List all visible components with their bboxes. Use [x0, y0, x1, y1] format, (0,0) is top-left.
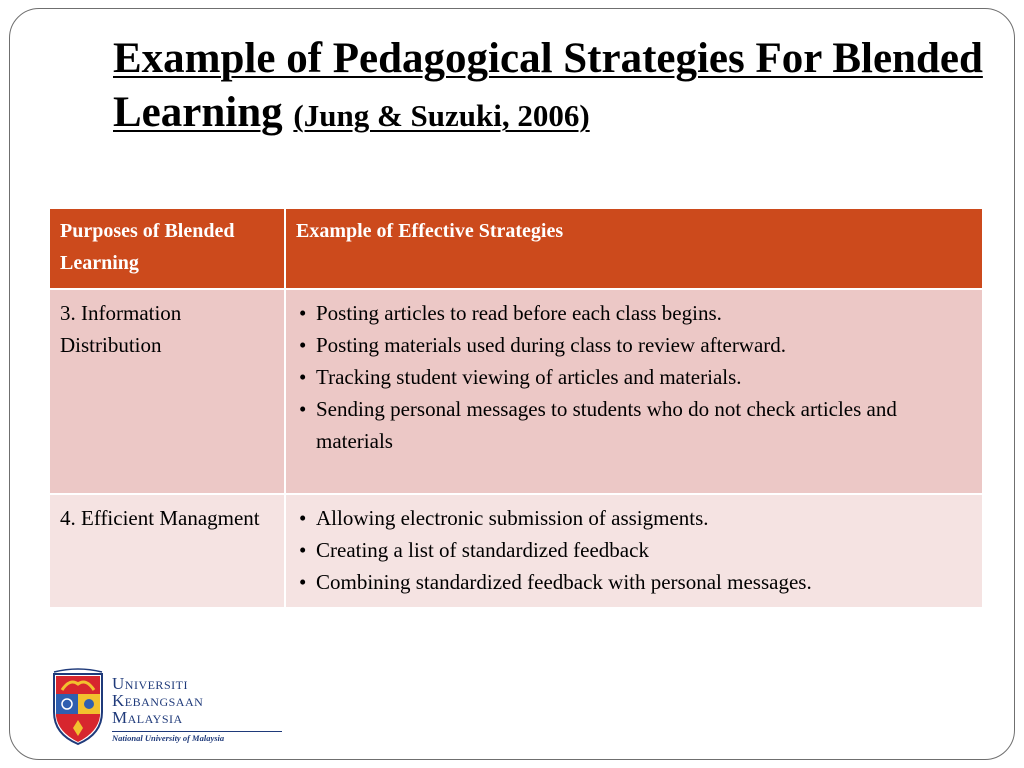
- strategy-item: • Tracking student viewing of articles and materials.: [296, 361, 972, 393]
- title-main: Example of Pedagogical Strategies For Blended Learning: [113, 35, 983, 136]
- strategy-item: • Posting materials used during class to review afterward.: [296, 329, 972, 361]
- university-crest-icon: [50, 668, 106, 746]
- header-strategies: Example of Effective Strategies: [285, 208, 983, 289]
- strategies-cell: [285, 494, 983, 608]
- logo-line-2: Kebangsaan: [112, 691, 204, 710]
- slide-title: [113, 32, 993, 143]
- strategy-list: [296, 502, 972, 598]
- purpose-cell: 4. Efficient Managment: [49, 494, 285, 608]
- strategy-item: • Combining standardized feedback with personal messages.: [296, 566, 972, 598]
- header-purposes: Purposes of Blended Learning: [49, 208, 285, 289]
- purpose-cell: 3. Information Distribution: [49, 289, 285, 494]
- strategy-list: [296, 297, 972, 457]
- logo-wordmark: [112, 675, 203, 726]
- table-row: [49, 289, 983, 494]
- strategy-item: • Allowing electronic submission of assigments.: [296, 502, 972, 534]
- table-row: [49, 494, 983, 608]
- strategies-cell: [285, 289, 983, 494]
- table-header-row: [49, 208, 983, 289]
- logo-line-1: Universiti: [112, 674, 188, 693]
- strategy-item: • Posting articles to read before each class begins.: [296, 297, 972, 329]
- university-logo: [50, 668, 250, 748]
- logo-tagline: National University of Malaysia: [112, 731, 282, 743]
- logo-line-3: Malaysia: [112, 708, 183, 727]
- strategy-item: • Creating a list of standardized feedback: [296, 534, 972, 566]
- title-citation: (Jung & Suzuki, 2006): [293, 98, 590, 133]
- strategies-table: [48, 207, 984, 609]
- strategy-item: • Sending personal messages to students who do not check articles and materials: [296, 393, 972, 457]
